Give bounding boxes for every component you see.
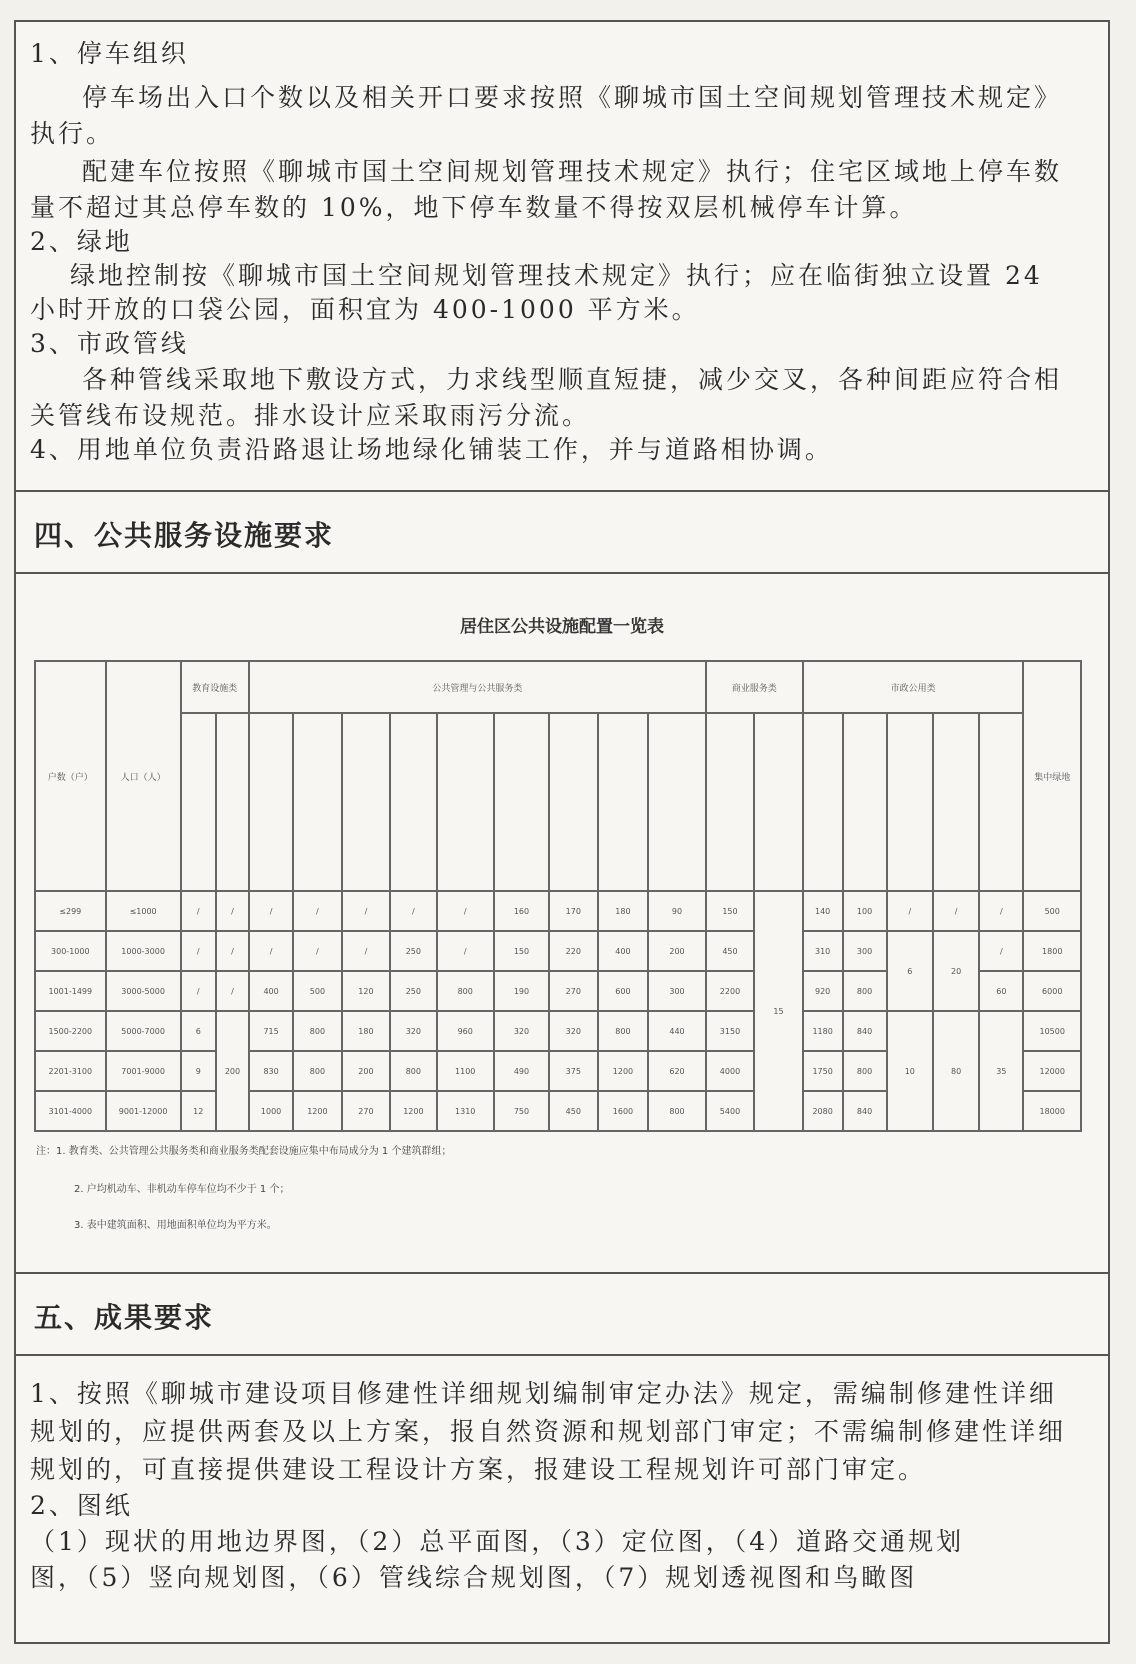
paragraph-line: （1）现状的用地边界图，（2）总平面图，（3）定位图，（4）道路交通规划 <box>30 1527 965 1556</box>
table-cell: 2201-3100 <box>35 1051 106 1091</box>
table-cell: ≤299 <box>35 891 106 931</box>
section-heading: 四、公共服务设施要求 <box>34 519 335 552</box>
deliverables-header <box>16 1274 1108 1356</box>
table-cell: / <box>216 891 249 931</box>
table-cell: 800 <box>293 1011 342 1051</box>
table-cell: 320 <box>390 1011 436 1051</box>
paragraph-line: 量不超过其总停车数的 10%，地下停车数量不得按双层机械停车计算。 <box>30 193 918 222</box>
table-cell: 1100 <box>437 1051 494 1091</box>
table-cell: 150 <box>706 891 755 931</box>
table-cell: / <box>979 891 1023 931</box>
table-cell: 1200 <box>598 1051 649 1091</box>
paragraph-line: 1、按照《聊城市建设项目修建性详细规划编制审定办法》规定，需编制修建性详细 <box>30 1379 1057 1408</box>
subheader-cell <box>494 713 549 891</box>
subheader-cell <box>979 713 1023 891</box>
table-cell: 840 <box>843 1091 887 1131</box>
table-cell: 800 <box>437 971 494 1011</box>
header-education: 教育设施类 <box>181 661 249 713</box>
paragraph-line: 各种管线采取地下敷设方式，力求线型顺直短捷，减少交叉，各种间距应符合相 <box>82 365 1063 394</box>
table-cell: 10 <box>887 1011 933 1131</box>
table-cell: 800 <box>648 1091 705 1131</box>
table-cell: 400 <box>249 971 293 1011</box>
deliverables-section <box>16 1356 1108 1646</box>
table-cell: 12000 <box>1023 1051 1081 1091</box>
header-population: 人口（人） <box>106 661 181 891</box>
subheader-cell <box>803 713 843 891</box>
paragraph-line: 执行。 <box>30 119 115 148</box>
table-cell: 3101-4000 <box>35 1091 106 1131</box>
table-cell: / <box>181 971 216 1011</box>
table-cell: 300-1000 <box>35 931 106 971</box>
table-cell: 220 <box>549 931 598 971</box>
table-note-1: 注：1. 教育类、公共管理公共服务类和商业服务类配套设施应集中布局成分为 1 个建筑群组； <box>36 1146 452 1157</box>
table-cell: 6 <box>181 1011 216 1051</box>
table-cell: 1000 <box>249 1091 293 1131</box>
table-cell: / <box>216 931 249 971</box>
table-cell: / <box>181 891 216 931</box>
heading-parking: 1、停车组织 <box>30 39 189 68</box>
subheader-cell <box>249 713 293 891</box>
table-cell: 1200 <box>390 1091 436 1131</box>
parking-greenery-pipelines-section <box>16 22 1108 492</box>
table-cell: / <box>216 971 249 1011</box>
table-cell: 2200 <box>706 971 755 1011</box>
subheader-cell <box>181 713 216 891</box>
heading-drawings: 2、图纸 <box>30 1491 133 1520</box>
table-cell: 180 <box>598 891 649 931</box>
table-cell: 18000 <box>1023 1091 1081 1131</box>
subheader-cell <box>933 713 979 891</box>
table-cell: 250 <box>390 931 436 971</box>
table-cell: 300 <box>843 931 887 971</box>
table-cell: 9 <box>181 1051 216 1091</box>
table-cell: 12 <box>181 1091 216 1131</box>
table-title: 居住区公共设施配置一览表 <box>460 617 664 637</box>
table-cell: ≤1000 <box>106 891 181 931</box>
document-frame <box>14 20 1110 1644</box>
subheader-cell <box>390 713 436 891</box>
table-cell: / <box>249 931 293 971</box>
section-heading: 五、成果要求 <box>34 1301 215 1334</box>
facility-table-section <box>16 574 1108 1274</box>
table-cell: / <box>342 931 391 971</box>
table-cell: 1001-1499 <box>35 971 106 1011</box>
table-cell: 310 <box>803 931 843 971</box>
table-cell: / <box>979 931 1023 971</box>
table-cell: 10500 <box>1023 1011 1081 1051</box>
table-cell: 440 <box>648 1011 705 1051</box>
table-cell: / <box>293 891 342 931</box>
table-cell: 1310 <box>437 1091 494 1131</box>
subheader-cell <box>648 713 705 891</box>
table-cell: 1200 <box>293 1091 342 1131</box>
paragraph-line: 小时开放的口袋公园，面积宜为 400-1000 平方米。 <box>30 295 700 324</box>
table-cell: 1500-2200 <box>35 1011 106 1051</box>
paragraph-line: 4、用地单位负责沿路退让场地绿化铺装工作，并与道路相协调。 <box>30 435 833 464</box>
table-cell: 270 <box>549 971 598 1011</box>
table-cell: 1750 <box>803 1051 843 1091</box>
table-row <box>35 891 1081 931</box>
table-cell: 1600 <box>598 1091 649 1131</box>
table-cell: 140 <box>803 891 843 931</box>
table-cell: 35 <box>979 1011 1023 1131</box>
table-note-2: 2. 户均机动车、非机动车停车位均不少于 1 个； <box>74 1184 290 1195</box>
table-cell: 400 <box>598 931 649 971</box>
table-cell: 320 <box>494 1011 549 1051</box>
table-cell: / <box>933 891 979 931</box>
table-cell: 5400 <box>706 1091 755 1131</box>
table-cell: 840 <box>843 1011 887 1051</box>
table-cell: 200 <box>216 1011 249 1131</box>
subheader-cell <box>293 713 342 891</box>
table-cell: 80 <box>933 1011 979 1131</box>
table-cell: 830 <box>249 1051 293 1091</box>
table-note-3: 3. 表中建筑面积、用地面积单位均为平方米。 <box>74 1220 277 1231</box>
table-cell: / <box>437 931 494 971</box>
table-cell: 7001-9000 <box>106 1051 181 1091</box>
table-cell: 200 <box>342 1051 391 1091</box>
table-cell: 160 <box>494 891 549 931</box>
table-cell: 180 <box>342 1011 391 1051</box>
subheader-cell <box>598 713 649 891</box>
header-public-service: 公共管理与公共服务类 <box>249 661 706 713</box>
table-cell: 715 <box>249 1011 293 1051</box>
table-cell: 100 <box>843 891 887 931</box>
header-commerce: 商业服务类 <box>706 661 803 713</box>
table-cell: / <box>437 891 494 931</box>
table-cell: 20 <box>933 931 979 1011</box>
table-cell: / <box>181 931 216 971</box>
table-cell: 120 <box>342 971 391 1011</box>
table-cell: 800 <box>293 1051 342 1091</box>
table-cell: 5000-7000 <box>106 1011 181 1051</box>
table-cell: 300 <box>648 971 705 1011</box>
table-cell: 490 <box>494 1051 549 1091</box>
table-cell: 6 <box>887 931 933 1011</box>
table-cell: 450 <box>549 1091 598 1131</box>
table-cell: 620 <box>648 1051 705 1091</box>
header-households: 户数（户） <box>35 661 106 891</box>
table-cell: 750 <box>494 1091 549 1131</box>
public-facilities-header <box>16 492 1108 574</box>
table-cell: 3000-5000 <box>106 971 181 1011</box>
table-cell: 375 <box>549 1051 598 1091</box>
paragraph-line: 关管线布设规范。排水设计应采取雨污分流。 <box>30 401 591 430</box>
table-cell: 1180 <box>803 1011 843 1051</box>
table-cell: 190 <box>494 971 549 1011</box>
table-cell: 960 <box>437 1011 494 1051</box>
table-cell: 150 <box>494 931 549 971</box>
table-cell: / <box>342 891 391 931</box>
table-cell: 15 <box>754 891 803 1131</box>
heading-greenery: 2、绿地 <box>30 227 133 256</box>
paragraph-line: 规划的，应提供两套及以上方案，报自然资源和规划部门审定；不需编制修建性详细 <box>30 1417 1067 1446</box>
table-row <box>35 931 1081 971</box>
header-municipal: 市政公用类 <box>803 661 1024 713</box>
table-cell: / <box>293 931 342 971</box>
paragraph-line: 停车场出入口个数以及相关开口要求按照《聊城市国土空间规划管理技术规定》 <box>82 83 1063 112</box>
table-cell: 1800 <box>1023 931 1081 971</box>
table-cell: 800 <box>843 971 887 1011</box>
table-cell: 600 <box>598 971 649 1011</box>
table-cell: 200 <box>648 931 705 971</box>
table-cell: 500 <box>1023 891 1081 931</box>
table-cell: 920 <box>803 971 843 1011</box>
table-cell: / <box>249 891 293 931</box>
table-cell: 4000 <box>706 1051 755 1091</box>
table-cell: 9001-12000 <box>106 1091 181 1131</box>
table-cell: 250 <box>390 971 436 1011</box>
subheader-cell <box>843 713 887 891</box>
paragraph-line: 图，（5）竖向规划图，（6）管线综合规划图，（7）规划透视图和鸟瞰图 <box>30 1563 918 1592</box>
subheader-cell <box>549 713 598 891</box>
table-cell: 3150 <box>706 1011 755 1051</box>
table-cell: 800 <box>598 1011 649 1051</box>
header-green: 集中绿地 <box>1023 661 1081 891</box>
table-cell: 170 <box>549 891 598 931</box>
subheader-cell <box>437 713 494 891</box>
subheader-cell <box>706 713 755 891</box>
subheader-cell <box>216 713 249 891</box>
table-cell: 270 <box>342 1091 391 1131</box>
table-cell: 800 <box>843 1051 887 1091</box>
paragraph-line: 规划的，可直接提供建设工程设计方案，报建设工程规划许可部门审定。 <box>30 1455 927 1484</box>
table-cell: 60 <box>979 971 1023 1011</box>
table-cell: 1000-3000 <box>106 931 181 971</box>
paragraph-line: 绿地控制按《聊城市国土空间规划管理技术规定》执行；应在临街独立设置 24 <box>70 261 1043 290</box>
table-cell: 450 <box>706 931 755 971</box>
table-cell: 500 <box>293 971 342 1011</box>
table-cell: 90 <box>648 891 705 931</box>
heading-pipelines: 3、市政管线 <box>30 329 189 358</box>
table-row <box>35 1011 1081 1051</box>
subheader-cell <box>887 713 933 891</box>
table-cell: / <box>887 891 933 931</box>
facility-config-table <box>34 660 1082 1132</box>
table-cell: 800 <box>390 1051 436 1091</box>
table-cell: 2080 <box>803 1091 843 1131</box>
table-cell: / <box>390 891 436 931</box>
table-cell: 6000 <box>1023 971 1081 1011</box>
paragraph-line: 配建车位按照《聊城市国土空间规划管理技术规定》执行；住宅区域地上停车数 <box>82 157 1063 186</box>
subheader-cell <box>342 713 391 891</box>
table-cell: 320 <box>549 1011 598 1051</box>
subheader-cell <box>754 713 803 891</box>
